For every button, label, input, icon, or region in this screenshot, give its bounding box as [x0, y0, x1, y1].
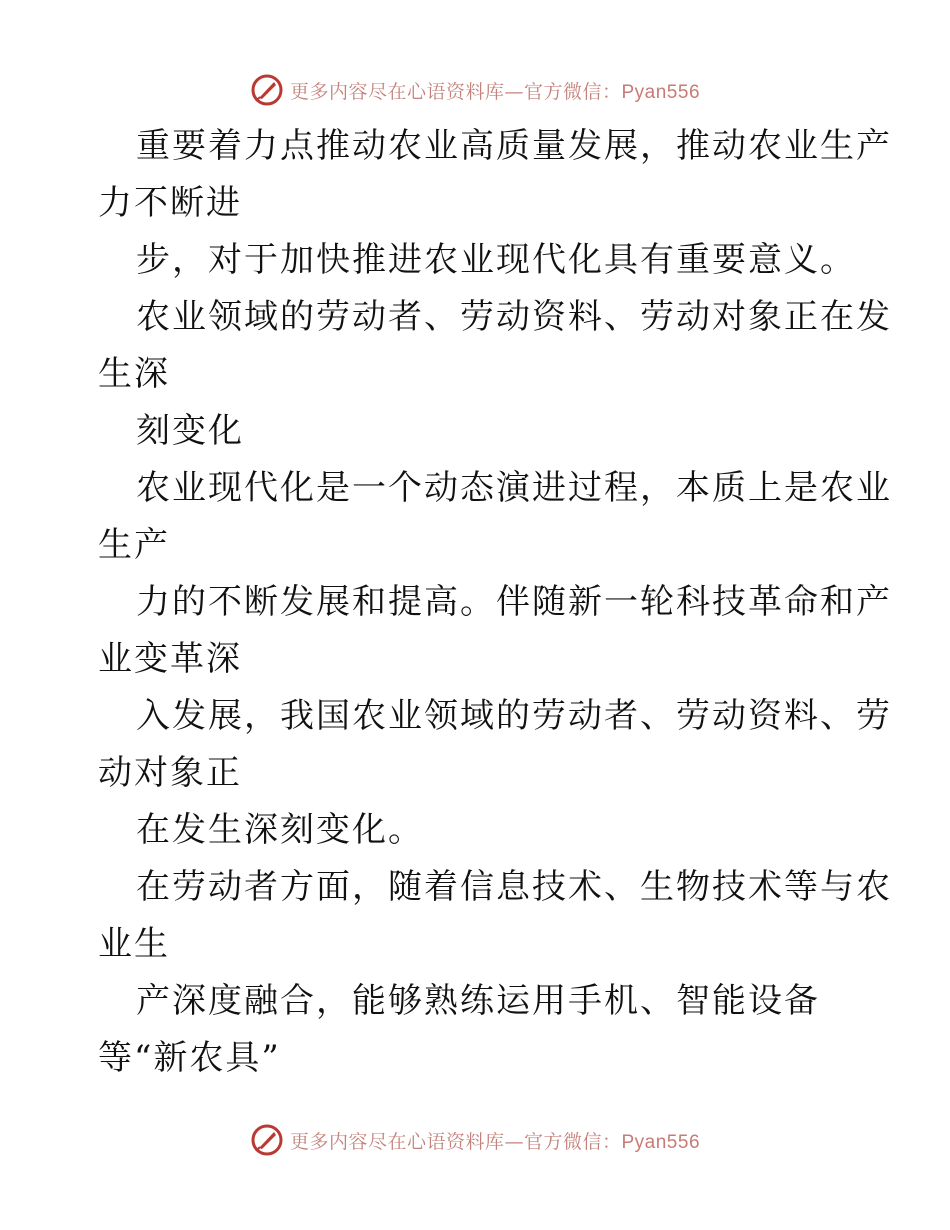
text-line: 力的不断发展和提高。伴随新一轮科技革命和产: [136, 582, 892, 622]
text-line: 在劳动者方面，随着信息技术、生物技术等与农: [136, 867, 892, 907]
text-line: 刻变化: [136, 411, 244, 451]
footer-wx-label: 官方微信：: [523, 1130, 622, 1153]
footer-wx-id: Pyan556: [621, 1131, 701, 1153]
footer-dash: —: [504, 1130, 524, 1153]
text-line: 步，对于加快推进农业现代化具有重要意义。: [136, 240, 856, 280]
header-wx-id: Pyan556: [621, 81, 701, 103]
text-line: 生产: [98, 525, 170, 565]
footer-banner: [0, 1120, 950, 1160]
text-line: 农业现代化是一个动态演进过程，本质上是农业: [136, 468, 892, 508]
header-banner-text: [290, 77, 700, 104]
document-body: [98, 118, 892, 1087]
text-line: 农业领域的劳动者、劳动资料、劳动对象正在发: [136, 297, 892, 337]
header-banner: [0, 70, 950, 110]
text-line: 在发生深刻变化。: [136, 810, 424, 850]
footer-banner-text: [290, 1127, 700, 1154]
text-line: 业生: [98, 924, 170, 964]
text-line: 入发展，我国农业领域的劳动者、劳动资料、劳: [136, 696, 892, 736]
text-line: 重要着力点推动农业高质量发展，推动农业生产: [136, 126, 892, 166]
text-line: 等“新农具”: [98, 1038, 281, 1078]
header-dash: —: [504, 80, 524, 103]
header-wx-label: 官方微信：: [523, 80, 622, 103]
footer-site-text: 更多内容尽在心语资料库: [289, 1130, 505, 1153]
header-site-text: 更多内容尽在心语资料库: [289, 80, 505, 103]
quill-logo-icon: [250, 73, 284, 107]
text-line: 产深度融合，能够熟练运用手机、智能设备: [136, 981, 820, 1021]
text-line: 业变革深: [98, 639, 242, 679]
text-line: 生深: [98, 354, 170, 394]
quill-logo-icon: [250, 1123, 284, 1157]
text-line: 力不断进: [98, 183, 242, 223]
text-line: 动对象正: [98, 753, 242, 793]
